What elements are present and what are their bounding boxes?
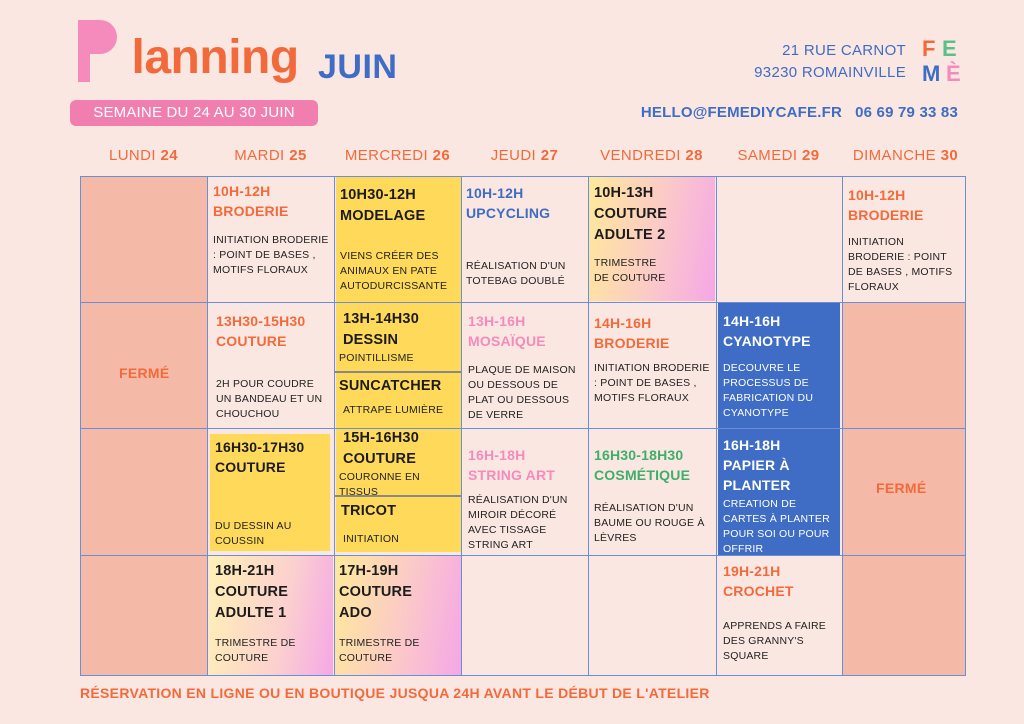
workshop-mercredi-suncatcher[interactable] [335,374,461,420]
workshop-title: TRICOT [341,503,397,519]
day-header-vendredi: VENDREDI 28 [600,147,703,164]
address [754,40,906,84]
workshop-time: 13H-16H [468,313,526,329]
workshop-desc: DECOUVRE LE PROCESSUS DE FABRICATION DU CYANOTYPE [723,362,814,419]
workshop-time: 10H-12H [848,187,906,203]
workshop-time: 13H30-15H30 [216,313,306,329]
svg-text:M: M [922,61,941,84]
day-header-mercredi: MERCREDI 26 [344,147,451,164]
svg-text:È: È [946,61,961,84]
closed-label-lundi: FERMÉ [119,365,170,381]
workshop-jeudi-string-art[interactable] [461,441,588,557]
workshop-time: 16H30-17H30 [215,439,305,455]
email-link[interactable]: HELLO@FEMEDIYCAFE.FR [640,104,842,121]
workshop-desc: PLAQUE DE MAISON OU DESSOUS DE PLAT OU DESSOUS DE VERRE [468,364,576,421]
workshop-vendredi-cosmetique[interactable] [589,441,716,550]
workshop-title: COUTURE [343,451,417,467]
workshop-desc: TRIMESTRE DE COUTURE [339,637,420,664]
workshop-title: PAPIER À PLANTER [723,457,791,493]
workshop-mercredi-couture[interactable] [335,426,461,502]
workshop-title: COUTURE [216,333,287,349]
footer-note: RÉSERVATION EN LIGNE OU EN BOUTIQUE JUSQUA 24H AVANT LE DÉBUT DE L'ATELIER [80,685,710,701]
workshop-title: BRODERIE [594,335,670,351]
workshop-title: MODELAGE [340,208,426,224]
address-line1: 21 RUE CARNOT [782,42,906,59]
workshop-time: 10H-13H [594,185,654,201]
schedule-grid [80,176,966,676]
closed-lundi [81,177,208,675]
day-header-mardi: MARDI 25 [234,147,307,164]
day-header-samedi: SAMEDI 29 [737,147,820,164]
workshop-time: 10H-12H [213,183,271,199]
workshop-title: MOSAÏQUE [468,333,546,349]
workshop-time: 13H-14H30 [343,311,419,327]
workshop-time: 10H-12H [466,185,524,201]
workshop-title: BRODERIE [848,207,924,223]
workshop-desc: APPRENDS A FAIRE DES GRANNY'S SQUARE [723,620,826,662]
day-header-lundi: LUNDI 24 [108,147,179,164]
page-title: lanning [131,31,299,84]
svg-text:E: E [942,36,957,61]
workshop-dimanche-broderie[interactable] [843,181,965,299]
workshop-mercredi-couture-ado[interactable] [335,557,461,670]
workshop-title: STRING ART [468,467,556,483]
workshop-time: 16H-18H [723,437,781,453]
workshop-desc: RÉALISATION D'UN BAUME OU ROUGE À LÈVRES [594,502,705,544]
address-line2: 93230 ROMAINVILLE [754,64,906,81]
workshop-time: 14H-16H [594,315,652,331]
month-title: JUIN [318,48,398,86]
workshop-title: DESSIN [343,332,399,348]
workshop-desc: POINTILLISME [339,352,414,364]
workshop-title: COUTURE ADULTE 2 [594,206,668,243]
workshop-desc: RÉALISATION D'UN TOTEBAG DOUBLÉ [466,260,566,287]
workshop-title: COSMÉTIQUE [594,467,691,483]
workshop-time: 17H-19H [339,563,399,579]
workshop-mardi-couture-1[interactable] [208,307,334,426]
workshop-title: COUTURE ADULTE 1 [215,584,289,621]
workshop-time: 15H-16H30 [343,430,419,446]
workshop-desc: DU DESSIN AU COUSSIN [215,520,292,547]
workshop-desc: TRIMESTRE DE COUTURE [215,637,296,664]
workshop-title: CROCHET [723,583,794,599]
closed-label-dimanche: FERMÉ [876,480,927,496]
workshop-desc: TRIMESTRE DE COUTURE [594,257,666,284]
svg-text:F: F [922,36,936,61]
workshop-samedi-cyanotype[interactable] [718,307,840,425]
workshop-desc: ATTRAPE LUMIÈRE [343,404,444,416]
workshop-desc: RÉALISATION D'UN MIROIR DÉCORÉ AVEC TISSAGE STRING ART [468,494,568,551]
workshop-time: 10H30-12H [340,187,416,203]
workshop-desc: COURONNE EN TISSUS [339,471,420,498]
workshop-title: CYANOTYPE [723,333,811,349]
workshop-title: COUTURE [215,459,286,475]
workshop-desc: VIENS CRÉER DES ANIMAUX EN PATE AUTODURCISSANTE [340,250,448,292]
workshop-desc: INITIATION BRODERIE : POINT DE BASES , MOTIFS FLORAUX [594,362,710,404]
workshop-time: 16H30-18H30 [594,447,684,463]
workshop-jeudi-upcycling[interactable] [461,179,588,293]
workshop-mercredi-modelage[interactable] [335,181,461,298]
workshop-vendredi-couture-adulte-2[interactable] [589,179,715,290]
workshop-title: SUNCATCHER [339,378,442,394]
workshop-mardi-broderie[interactable] [208,177,334,282]
week-badge: SEMAINE DU 24 AU 30 JUIN [70,100,318,126]
workshop-title: COUTURE ADO [339,584,413,621]
workshop-time: 18H-21H [215,563,275,579]
workshop-time: 14H-16H [723,313,781,329]
day-header-dimanche: DIMANCHE 30 [852,147,959,164]
workshop-samedi-crochet[interactable] [718,557,842,668]
workshop-time: 16H-18H [468,447,526,463]
workshop-mercredi-tricot[interactable] [335,499,461,549]
workshop-desc: 2H POUR COUDRE UN BANDEAU ET UN CHOUCHOU [216,378,323,420]
workshop-desc: INITIATION BRODERIE : POINT DE BASES , MOTIFS FLORAUX [213,234,329,276]
femediy-logo [922,36,966,84]
workshop-title: BRODERIE [213,203,289,219]
workshop-desc: INITIATION [343,533,400,545]
workshop-time: 19H-21H [723,563,781,579]
contact-line [641,104,958,121]
phone-number: 06 69 79 33 83 [855,104,958,121]
day-header-jeudi: JEUDI 27 [490,147,559,164]
workshop-title: UPCYCLING [466,205,551,221]
workshop-desc: INITIATION BRODERIE : POINT DE BASES , MOTIFS FLORAUX [848,236,953,293]
workshop-desc: CREATION DE CARTES À PLANTER POUR SOI OU POUR OFFRIR [723,498,830,555]
workshop-samedi-papier[interactable] [718,433,840,561]
workshop-vendredi-broderie[interactable] [589,309,716,410]
workshop-mardi-couture-2[interactable] [210,433,332,553]
workshop-mardi-couture-adulte-1[interactable] [209,557,331,670]
day-headers [80,147,966,167]
workshop-jeudi-mosaique[interactable] [461,307,588,427]
workshop-mercredi-dessin[interactable] [335,307,461,368]
